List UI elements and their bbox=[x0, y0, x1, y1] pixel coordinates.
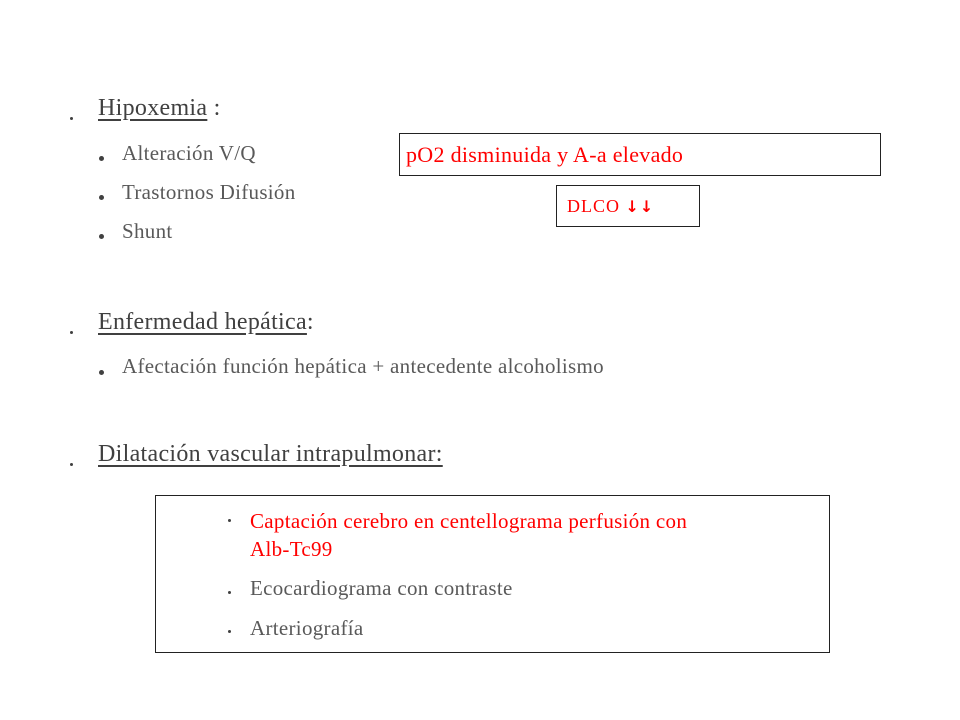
diagnostics-item: Arteriografía bbox=[250, 616, 364, 640]
dlco-text: DLCO bbox=[567, 196, 626, 216]
po2-box bbox=[399, 133, 881, 176]
bullet-dot bbox=[99, 234, 104, 239]
bullet-dot bbox=[99, 370, 104, 375]
diagnostics-item bbox=[250, 507, 687, 563]
dlco-label bbox=[567, 196, 654, 217]
diagnostics-item-line: Alb-Tc99 bbox=[250, 537, 333, 561]
dlco-box bbox=[556, 185, 700, 227]
hipoxemia-item: Trastornos Difusión bbox=[122, 180, 296, 204]
bullet-dot bbox=[70, 331, 73, 334]
hepatica-item: Afectación función hepática + antecedente alcoholismo bbox=[122, 354, 604, 378]
heading-hipoxemia-suffix: : bbox=[207, 95, 221, 121]
bullet-dot bbox=[228, 591, 231, 594]
bullet-dot bbox=[70, 117, 73, 120]
heading-dilatacion bbox=[98, 441, 443, 468]
bullet-dot bbox=[228, 630, 231, 633]
diagnostics-item: Ecocardiograma con contraste bbox=[250, 576, 513, 600]
heading-hepatica bbox=[98, 309, 314, 336]
bullet-dot bbox=[228, 519, 231, 522]
po2-text: pO2 disminuida y A-a elevado bbox=[406, 142, 684, 167]
heading-hepatica-title: Enfermedad hepática bbox=[98, 309, 307, 335]
bullet-dot bbox=[99, 195, 104, 200]
heading-hipoxemia bbox=[98, 95, 221, 122]
heading-hipoxemia-title: Hipoxemia bbox=[98, 95, 208, 121]
down-arrows-icon: ↓↓ bbox=[625, 197, 655, 216]
diagnostics-box bbox=[155, 495, 830, 653]
hipoxemia-item: Alteración V/Q bbox=[122, 141, 256, 165]
bullet-dot bbox=[70, 463, 73, 466]
hipoxemia-item: Shunt bbox=[122, 219, 173, 243]
heading-hepatica-suffix: : bbox=[306, 309, 314, 335]
diagnostics-item-line: Captación cerebro en centellograma perfusión con bbox=[250, 509, 688, 533]
heading-dilatacion-title: Dilatación vascular intrapulmonar: bbox=[98, 441, 443, 467]
bullet-dot bbox=[99, 156, 104, 161]
